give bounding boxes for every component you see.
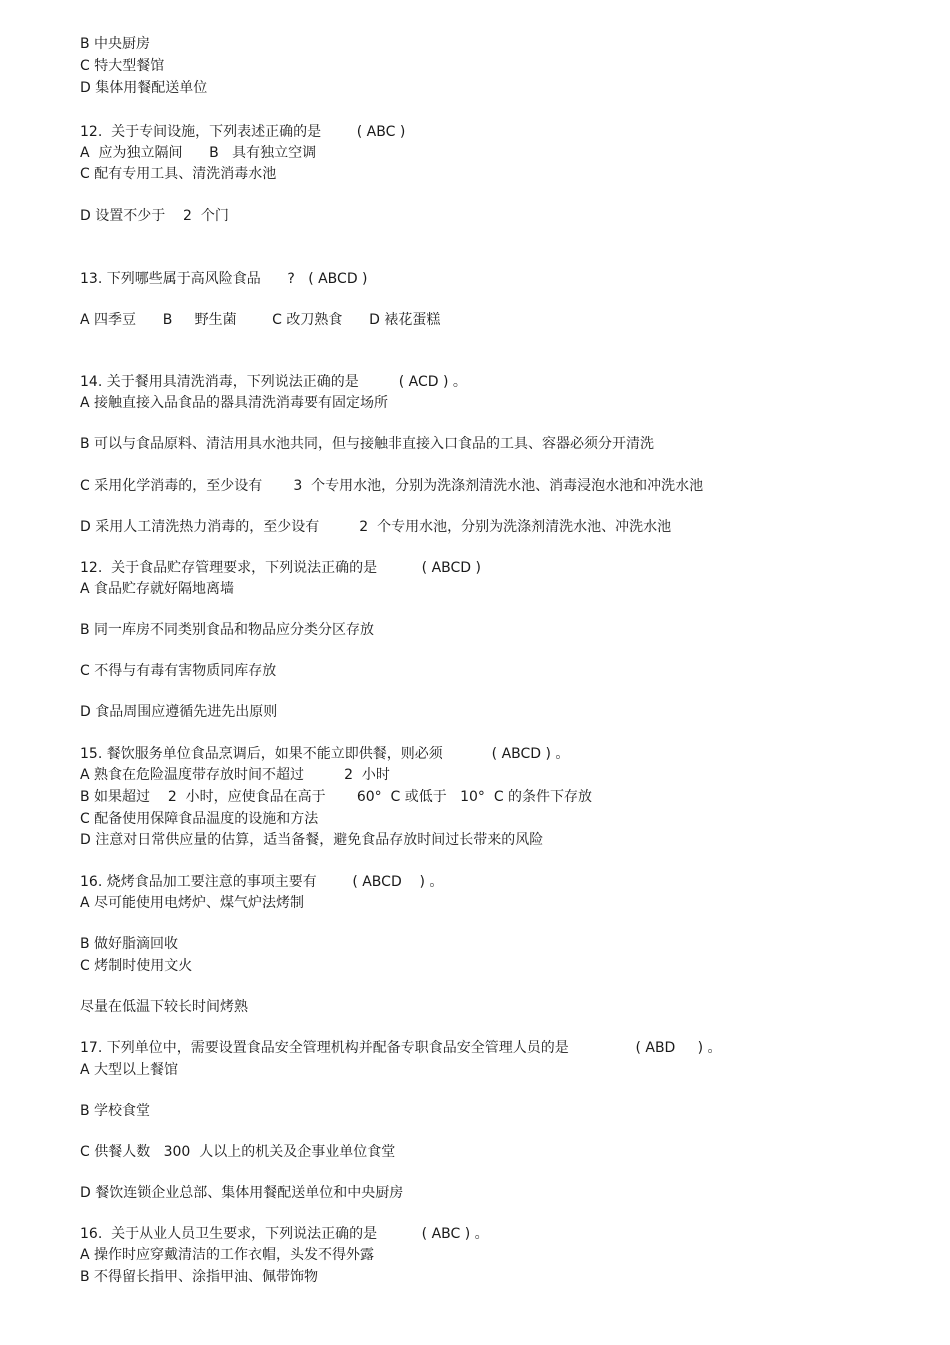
question-line: 16. 烧烤食品加工要注意的事项主要有 ( ABCD ) 。 [80,874,444,890]
option-line: D 餐饮连锁企业总部、集体用餐配送单位和中央厨房 [80,1185,404,1201]
option-line: D 集体用餐配送单位 [80,80,208,96]
option-line: C 特大型餐馆 [80,58,165,74]
option-line: C 不得与有毒有害物质同库存放 [80,663,277,679]
option-line: B 不得留长指甲、涂指甲油、佩带饰物 [80,1269,319,1285]
option-line: B 可以与食品原料、清洁用具水池共同，但与接触非直接入口食品的工具、容器必须分开清洗 [80,436,655,452]
question-line: 16. 关于从业人员卫生要求，下列说法正确的是 ( ABC ) 。 [80,1226,489,1242]
question-line: 17. 下列单位中，需要设置食品安全管理机构并配备专职食品安全管理人员的是 ( ABD ) 。 [80,1040,722,1056]
option-line: D 食品周围应遵循先进先出原则 [80,704,278,720]
option-line: A 接触直接入品食品的器具清洗消毒要有固定场所 [80,395,389,411]
question-line: 14. 关于餐用具清洗消毒，下列说法正确的是 ( ACD ) 。 [80,374,467,390]
option-line: C 供餐人数 300 人以上的机关及企事业单位食堂 [80,1144,396,1160]
option-line: C 配备使用保障食品温度的设施和方法 [80,811,319,827]
option-line: B 同一库房不同类别食品和物品应分类分区存放 [80,622,375,638]
option-line: B 学校食堂 [80,1103,151,1119]
question-line: 12. 关于专间设施，下列表述正确的是 ( ABC ) [80,124,406,140]
question-line: 13. 下列哪些属于高风险食品 ? ( ABCD ) [80,271,368,287]
option-line: B 做好脂滴回收 [80,936,179,952]
option-line: C 烤制时使用文火 [80,958,193,974]
option-line: A 尽可能使用电烤炉、煤气炉法烤制 [80,895,305,911]
option-line: A 食品贮存就好隔地离墙 [80,581,235,597]
option-line: A 熟食在危险温度带存放时间不超过 2 小时 [80,767,390,783]
option-line: A 大型以上餐馆 [80,1062,179,1078]
option-line: A 四季豆 B 野生菌 C 改刀熟食 D 裱花蛋糕 [80,312,441,328]
question-line: 15. 餐饮服务单位食品烹调后，如果不能立即供餐，则必须 ( ABCD ) 。 [80,746,570,762]
option-line: B 如果超过 2 小时，应使食品在高于 60° C 或低于 10° C 的条件下存放 [80,789,593,805]
question-line: 12. 关于食品贮存管理要求，下列说法正确的是 ( ABCD ) [80,560,481,576]
option-line: D 设置不少于 2 个门 [80,208,229,224]
option-line: C 采用化学消毒的，至少设有 3 个专用水池，分别为洗涤剂清洗水池、消毒浸泡水池和冲洗水池 [80,478,704,494]
option-line: B 中央厨房 [80,36,151,52]
option-line: C 配有专用工具、清洗消毒水池 [80,166,277,182]
option-line: A 应为独立隔间 B 具有独立空调 [80,145,317,161]
option-line: D 注意对日常供应量的估算，适当备餐，避免食品存放时间过长带来的风险 [80,832,544,848]
option-line: 尽量在低温下较长时间烤熟 [80,999,248,1015]
option-line: D 采用人工清洗热力消毒的，至少设有 2 个专用水池，分别为洗涤剂清洗水池、冲洗水池 [80,519,672,535]
option-line: A 操作时应穿戴清洁的工作衣帽，头发不得外露 [80,1247,375,1263]
